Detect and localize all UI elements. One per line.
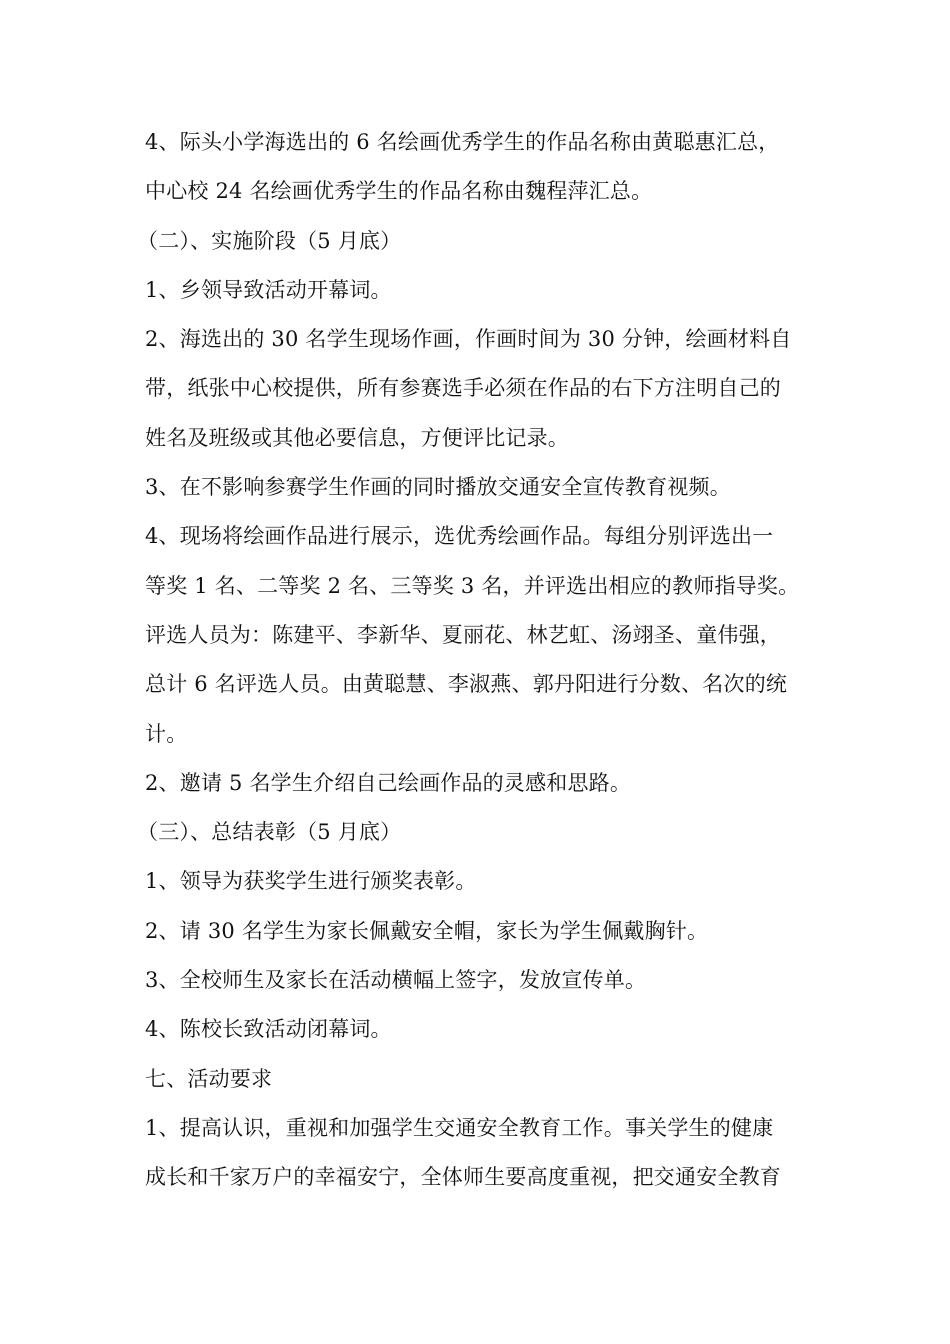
text-line: 4、陈校长致活动闭幕词。 xyxy=(145,1017,392,1042)
section-heading: （二）、实施阶段（5 月底） xyxy=(137,228,402,253)
text-line: 4、现场将绘画作品进行展示，选优秀绘画作品。每组分别评选出一 xyxy=(145,524,774,549)
text-line: 2、请 30 名学生为家长佩戴安全帽，家长为学生佩戴胸针。 xyxy=(145,918,709,943)
text-line: 中心校 24 名绘画优秀学生的作品名称由魏程萍汇总。 xyxy=(145,179,653,204)
text-line: 成长和千家万户的幸福安宁，全体师生要高度重视，把交通安全教育 xyxy=(145,1165,781,1190)
text-line: 1、提高认识，重视和加强学生交通安全教育工作。事关学生的健康 xyxy=(145,1115,774,1140)
text-line: 2、海选出的 30 名学生现场作画，作画时间为 30 分钟，绘画材料自 xyxy=(145,327,792,352)
text-line: 4、际头小学海选出的 6 名绘画优秀学生的作品名称由黄聪惠汇总， xyxy=(145,130,780,154)
text-line: 3、在不影响参赛学生作画的同时播放交通安全宣传教育视频。 xyxy=(145,475,731,500)
section-heading: 七、活动要求 xyxy=(145,1066,273,1091)
text-line: 评选人员为：陈建平、李新华、夏丽花、林艺虹、汤翊圣、童伟强， xyxy=(145,622,781,647)
text-line: 3、全校师生及家长在活动横幅上签字，发放宣传单。 xyxy=(145,968,647,993)
text-line: 1、领导为获奖学生进行颁奖表彰。 xyxy=(145,869,477,894)
text-line: 2、邀请 5 名学生介绍自己绘画作品的灵感和思路。 xyxy=(145,770,632,795)
document-body xyxy=(137,118,810,1203)
text-line: 1、乡领导致活动开幕词。 xyxy=(145,277,392,302)
section-heading: （三）、总结表彰（5 月底） xyxy=(137,820,402,845)
text-line: 带，纸张中心校提供，所有参赛选手必须在作品的右下方注明自己的 xyxy=(145,376,781,401)
text-line: 姓名及班级或其他必要信息，方便评比记录。 xyxy=(145,425,569,450)
text-line: 等奖 1 名、二等奖 2 名、三等奖 3 名，并评选出相应的教师指导奖。 xyxy=(145,573,800,598)
text-line: 总计 6 名评选人员。由黄聪慧、李淑燕、郭丹阳进行分数、名次的统 xyxy=(145,672,788,697)
text-line: 计。 xyxy=(145,721,188,746)
